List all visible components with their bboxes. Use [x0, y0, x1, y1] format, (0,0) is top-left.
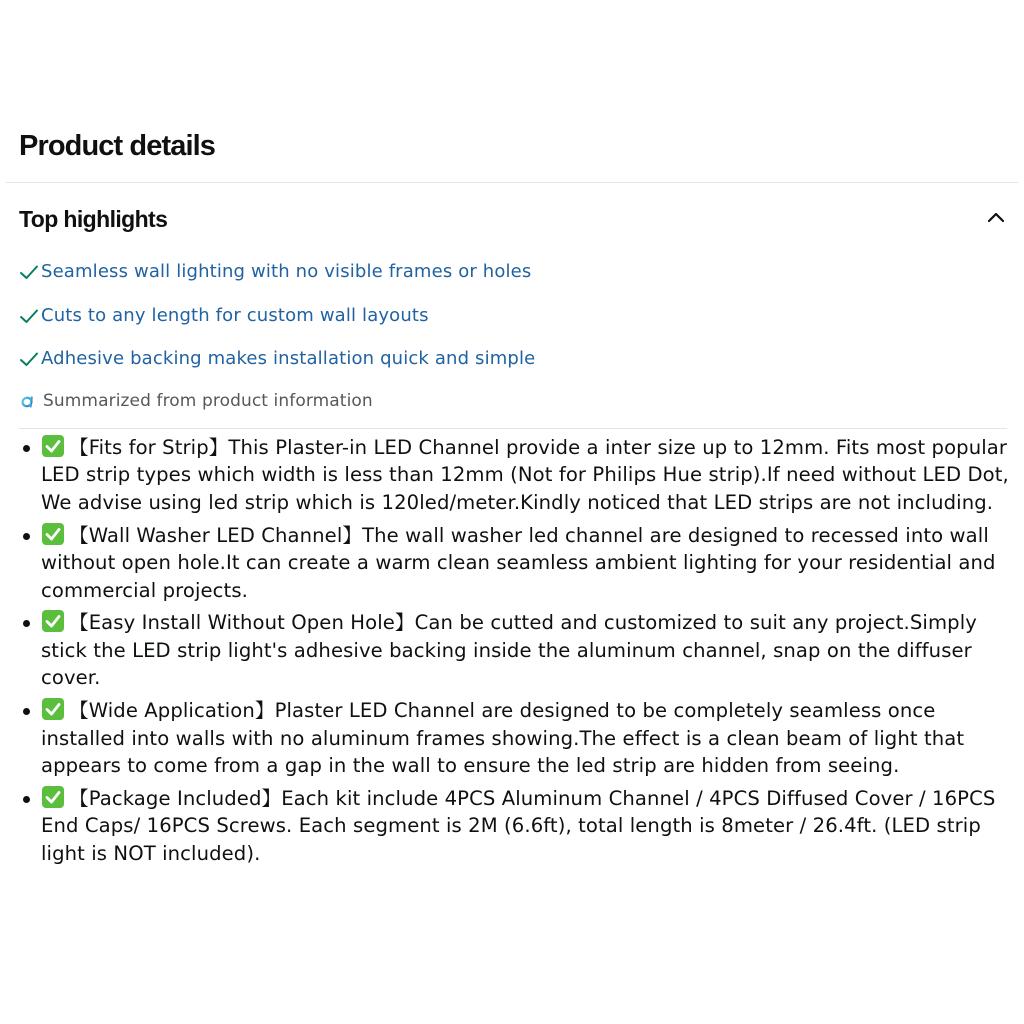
green-checkbox-icon: [41, 522, 65, 546]
about-item-text: 【Wall Washer LED Channel】The wall washer led channel are designed to recessed into wall without open hole.It can create a warm clean seamless ambient lighting for your residential and commercial projects.: [41, 523, 996, 602]
section-title: Top highlights: [19, 206, 168, 232]
chevron-up-icon[interactable]: [985, 206, 1007, 228]
green-checkbox-icon: [41, 434, 65, 458]
highlight-item: [19, 259, 531, 285]
page-title: Product details: [19, 130, 215, 162]
about-item-text: 【Wide Application】Plaster LED Channel are designed to be completely seamless once installed into walls with no aluminum frames showing.The effect is a clean beam of light that appears to come from a gap in the wall to ensure the led strip are hidden from seeing.: [41, 699, 965, 777]
highlight-text: Cuts to any length for custom wall layouts: [41, 305, 429, 326]
about-item-text: 【Package Included】Each kit include 4PCS Aluminum Channel / 4PCS Diffused Cover / 16PCS End Caps/ 16PCS Screws. Each segment is 2M (6.6ft), total length is 8meter / 26.4ft. (LED strip light is NOT included).: [41, 786, 996, 865]
highlight-item: [19, 303, 429, 329]
ai-summary-icon: [19, 392, 37, 410]
list-item: [41, 522, 1011, 604]
green-checkbox-icon: [41, 609, 65, 633]
about-item-list: [41, 434, 1011, 873]
list-item: [41, 434, 1011, 516]
about-item-text: 【Easy Install Without Open Hole】Can be cutted and customized to suit any project.Simply stick the LED strip light's adhesive backing inside the aluminum channel, snap on the diffuser cover.: [41, 611, 977, 690]
list-item: [41, 609, 1011, 691]
checkmark-icon: [19, 306, 39, 326]
green-checkbox-icon: [41, 785, 65, 809]
checkmark-icon: [19, 349, 39, 369]
highlight-item: [19, 346, 535, 372]
checkmark-icon: [19, 262, 39, 282]
section-divider: [19, 428, 1007, 429]
section-divider: [6, 182, 1018, 183]
top-highlights-toggle[interactable]: [19, 200, 1009, 240]
green-checkbox-icon: [41, 697, 65, 721]
summary-text: Summarized from product information: [43, 391, 373, 411]
highlight-text: Adhesive backing makes installation quick and simple: [41, 348, 536, 369]
list-item: [41, 697, 1011, 779]
list-item: [41, 785, 1011, 867]
highlight-text: Seamless wall lighting with no visible frames or holes: [41, 261, 532, 282]
summary-note: [19, 389, 373, 413]
about-item-text: 【Fits for Strip】This Plaster-in LED Channel provide a inter size up to 12mm. Fits most popular LED strip types which width is less than 12mm (Not for Philips Hue strip).If need without LED Dot, We advise using led strip which is 120led/meter.Kindly noticed that LED strips are not including.: [41, 436, 1009, 514]
